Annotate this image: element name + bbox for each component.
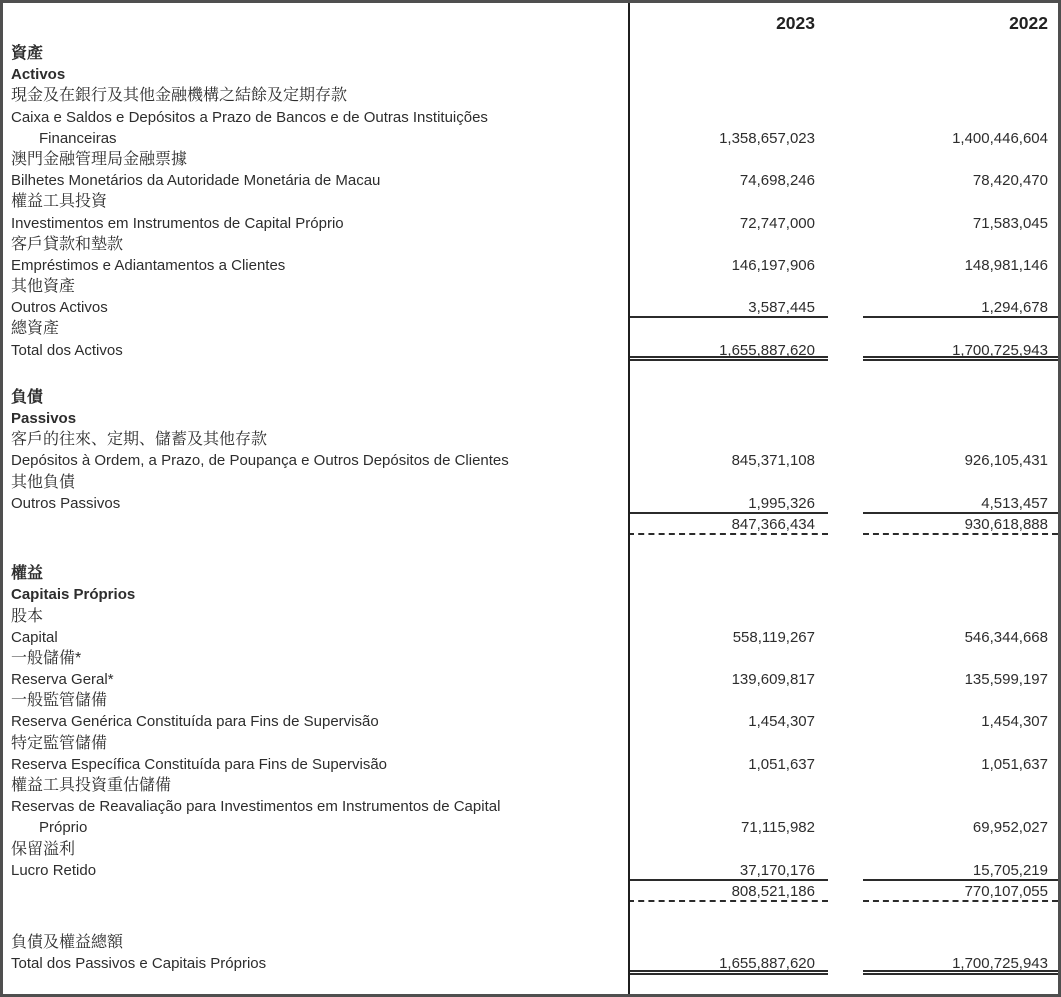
column-gap — [828, 191, 863, 212]
table-row — [3, 340, 1058, 361]
value-2023: 146,197,906 — [731, 256, 815, 274]
table-row — [3, 107, 1058, 128]
value-2022 — [863, 690, 1058, 711]
row-label: 股本 — [11, 607, 44, 625]
row-label: Reserva Genérica Constituída para Fins de Supervisão — [11, 713, 379, 731]
column-gap — [828, 128, 863, 149]
value-2022: 4,513,457 — [863, 493, 1058, 514]
value-2022 — [863, 563, 1058, 584]
value-2023: 1,358,657,023 — [719, 129, 815, 147]
value-2023 — [628, 775, 828, 796]
value-2023: 3,587,445 — [628, 297, 828, 318]
table-row — [3, 213, 1058, 234]
value-2022: 1,700,725,943 — [863, 340, 1058, 361]
value-2023: 1,655,887,620 — [628, 953, 828, 974]
value-2022 — [863, 107, 1058, 128]
value-2022 — [863, 64, 1058, 85]
column-gap — [828, 234, 863, 255]
row-label: 特定監管儲備 — [11, 734, 108, 752]
table-row — [3, 953, 1058, 974]
column-gap — [828, 711, 863, 732]
row-label: 現金及在銀行及其他金融機構之結餘及定期存款 — [11, 87, 348, 105]
table-row — [3, 711, 1058, 732]
column-gap — [828, 318, 863, 339]
column-gap — [828, 932, 863, 953]
value-2022 — [863, 932, 1058, 953]
row-label: 權益 — [11, 565, 44, 583]
table-row — [3, 64, 1058, 85]
table-row — [3, 932, 1058, 953]
value-2023 — [628, 606, 828, 627]
table-row — [3, 170, 1058, 191]
row-label: 負債及權益總額 — [11, 934, 124, 952]
value-2023: 1,655,887,620 — [628, 340, 828, 361]
value-2023 — [628, 429, 828, 450]
value-2023 — [628, 648, 828, 669]
value-2023: 74,698,246 — [739, 172, 815, 190]
row-label: Bilhetes Monetários da Autoridade Monetária de Macau — [11, 172, 381, 190]
column-gap — [828, 796, 863, 817]
value-2023 — [628, 149, 828, 170]
column-gap — [828, 669, 863, 690]
row-label — [3, 514, 628, 535]
column-gap — [828, 149, 863, 170]
table-row — [3, 387, 1058, 408]
spacer-row — [3, 902, 1058, 932]
value-2022: 770,107,055 — [863, 881, 1058, 902]
column-gap — [828, 107, 863, 128]
column-gap — [828, 775, 863, 796]
value-2022 — [863, 648, 1058, 669]
column-gap — [828, 213, 863, 234]
row-label: Próprio — [39, 819, 88, 837]
value-2022: 1,051,637 — [981, 755, 1048, 773]
value-2022 — [863, 149, 1058, 170]
value-2022 — [863, 408, 1058, 429]
table-row — [3, 563, 1058, 584]
table-row — [3, 276, 1058, 297]
column-gap — [828, 340, 863, 361]
column-gap — [828, 860, 863, 881]
table-row — [3, 297, 1058, 318]
column-gap — [828, 170, 863, 191]
value-2022: 1,454,307 — [981, 713, 1048, 731]
value-2022 — [863, 85, 1058, 106]
value-2023 — [628, 85, 828, 106]
row-label: Capitais Próprios — [11, 586, 136, 604]
column-gap — [828, 584, 863, 605]
column-gap — [828, 472, 863, 493]
table-row — [3, 318, 1058, 339]
table-row — [3, 408, 1058, 429]
table-row — [3, 775, 1058, 796]
row-label: Depósitos à Ordem, a Prazo, de Poupança e Outros Depósitos de Clientes — [11, 452, 509, 470]
value-2023: 847,366,434 — [628, 514, 828, 535]
value-2022 — [863, 276, 1058, 297]
row-label: Caixa e Saldos e Depósitos a Prazo de Bancos e de Outras Instituições — [11, 108, 488, 126]
column-gap — [828, 387, 863, 408]
value-2022 — [863, 606, 1058, 627]
row-label: 權益工具投資 — [11, 193, 108, 211]
table-row — [3, 149, 1058, 170]
column-gap — [828, 429, 863, 450]
table-row — [3, 493, 1058, 514]
value-2022 — [863, 472, 1058, 493]
value-2022 — [863, 191, 1058, 212]
row-label: 權益工具投資重估儲備 — [11, 777, 172, 794]
value-2022 — [863, 387, 1058, 408]
row-label: Lucro Retido — [11, 861, 97, 879]
year-header-row — [3, 3, 1058, 43]
column-gap — [828, 64, 863, 85]
value-2023 — [628, 408, 828, 429]
column-divider-line — [628, 3, 630, 994]
value-2022 — [863, 796, 1058, 817]
column-gap — [828, 690, 863, 711]
row-label: Reservas de Reavaliação para Investimentos em Instrumentos de Capital — [11, 798, 501, 816]
value-2023 — [628, 839, 828, 860]
value-2022 — [863, 733, 1058, 754]
value-2022: 15,705,219 — [863, 860, 1058, 881]
column-gap — [828, 627, 863, 648]
value-2022 — [863, 429, 1058, 450]
table-row — [3, 839, 1058, 860]
spacer-row — [3, 535, 1058, 563]
table-row — [3, 128, 1058, 149]
row-label: 一般儲備* — [11, 649, 82, 667]
table-row — [3, 669, 1058, 690]
row-label: Financeiras — [39, 129, 117, 147]
row-label: 一般監管儲備 — [11, 692, 108, 710]
balance-sheet-table-body — [3, 43, 1058, 975]
row-label: Total dos Activos — [11, 341, 123, 359]
value-2022: 148,981,146 — [964, 256, 1048, 274]
spacer-row — [3, 361, 1058, 387]
value-2023: 1,454,307 — [748, 713, 815, 731]
value-2022: 546,344,668 — [964, 628, 1048, 646]
row-label: Reserva Específica Constituída para Fins de Supervisão — [11, 755, 388, 773]
row-label: Outros Activos — [11, 299, 108, 317]
row-label: 資產 — [11, 45, 44, 62]
table-row — [3, 234, 1058, 255]
value-2022 — [863, 234, 1058, 255]
value-2023: 845,371,108 — [731, 452, 815, 470]
row-label — [3, 881, 628, 902]
row-label: 負債 — [11, 388, 44, 406]
row-label: Activos — [11, 66, 66, 84]
value-2023 — [628, 107, 828, 128]
value-2023: 808,521,186 — [628, 881, 828, 902]
table-row — [3, 796, 1058, 817]
column-gap — [828, 514, 863, 535]
value-2023: 1,995,326 — [628, 493, 828, 514]
column-gap — [828, 733, 863, 754]
table-row — [3, 450, 1058, 471]
value-2023: 72,747,000 — [739, 214, 815, 232]
column-gap — [828, 408, 863, 429]
value-2023: 71,115,982 — [741, 819, 815, 837]
table-row — [3, 584, 1058, 605]
value-2022: 930,618,888 — [863, 514, 1058, 535]
row-label: Empréstimos e Adiantamentos a Clientes — [11, 256, 286, 274]
row-label: Investimentos em Instrumentos de Capital Próprio — [11, 214, 344, 232]
value-2022: 69,952,027 — [972, 819, 1048, 837]
value-2022: 71,583,045 — [972, 214, 1048, 232]
table-row — [3, 472, 1058, 493]
table-row — [3, 43, 1058, 64]
column-gap — [828, 85, 863, 106]
column-gap — [828, 450, 863, 471]
value-2022 — [863, 839, 1058, 860]
column-gap — [828, 276, 863, 297]
row-label: Reserva Geral* — [11, 671, 114, 689]
value-2022 — [863, 43, 1058, 64]
value-2023 — [628, 690, 828, 711]
value-2023 — [628, 276, 828, 297]
row-label: 其他資產 — [11, 278, 76, 296]
column-gap — [828, 563, 863, 584]
value-2022: 1,294,678 — [863, 297, 1058, 318]
column-gap — [828, 255, 863, 276]
column-gap — [828, 297, 863, 318]
value-2023 — [628, 43, 828, 64]
row-label: Passivos — [11, 410, 77, 427]
value-2022: 1,400,446,604 — [952, 129, 1048, 147]
row-label: 保留溢利 — [11, 840, 76, 858]
column-gap — [828, 493, 863, 514]
row-label: 澳門金融管理局金融票據 — [11, 150, 188, 168]
table-row — [3, 255, 1058, 276]
table-row — [3, 514, 1058, 535]
value-2023: 139,609,817 — [731, 671, 815, 689]
value-2023 — [628, 234, 828, 255]
value-2023 — [628, 932, 828, 953]
value-2023 — [628, 584, 828, 605]
row-label: 其他負債 — [11, 473, 76, 491]
column-header-2023: 2023 — [776, 12, 815, 33]
table-row — [3, 860, 1058, 881]
value-2023 — [628, 191, 828, 212]
table-row — [3, 606, 1058, 627]
value-2023: 37,170,176 — [628, 860, 828, 881]
table-row — [3, 690, 1058, 711]
row-label: 客戶的往來、定期、儲蓄及其他存款 — [11, 431, 268, 449]
table-row — [3, 648, 1058, 669]
value-2023 — [628, 472, 828, 493]
column-gap — [828, 881, 863, 902]
column-gap — [828, 817, 863, 838]
table-row — [3, 627, 1058, 648]
row-label: Total dos Passivos e Capitais Próprios — [11, 955, 267, 973]
table-row — [3, 817, 1058, 838]
column-gap — [828, 648, 863, 669]
value-2022 — [863, 318, 1058, 339]
column-gap — [828, 43, 863, 64]
column-gap — [828, 953, 863, 974]
table-row — [3, 429, 1058, 450]
table-row — [3, 85, 1058, 106]
value-2023 — [628, 796, 828, 817]
value-2023 — [628, 387, 828, 408]
table-row — [3, 881, 1058, 902]
value-2023: 558,119,267 — [732, 628, 815, 646]
value-2023: 1,051,637 — [748, 755, 815, 773]
value-2022 — [863, 775, 1058, 796]
column-header-2022: 2022 — [1009, 12, 1048, 33]
value-2022: 1,700,725,943 — [863, 953, 1058, 974]
value-2022: 135,599,197 — [964, 671, 1048, 689]
table-row — [3, 754, 1058, 775]
table-row — [3, 191, 1058, 212]
table-row — [3, 733, 1058, 754]
column-gap — [828, 606, 863, 627]
row-label: 客戶貸款和墊款 — [11, 235, 124, 253]
column-gap — [828, 754, 863, 775]
value-2023 — [628, 64, 828, 85]
value-2022: 926,105,431 — [964, 452, 1048, 470]
value-2023 — [628, 318, 828, 339]
value-2023 — [628, 563, 828, 584]
column-gap — [828, 839, 863, 860]
row-label: Capital — [11, 628, 58, 646]
value-2023 — [628, 733, 828, 754]
row-label: Outros Passivos — [11, 494, 121, 512]
row-label: 總資產 — [11, 320, 60, 338]
value-2022: 78,420,470 — [972, 172, 1048, 190]
value-2022 — [863, 584, 1058, 605]
